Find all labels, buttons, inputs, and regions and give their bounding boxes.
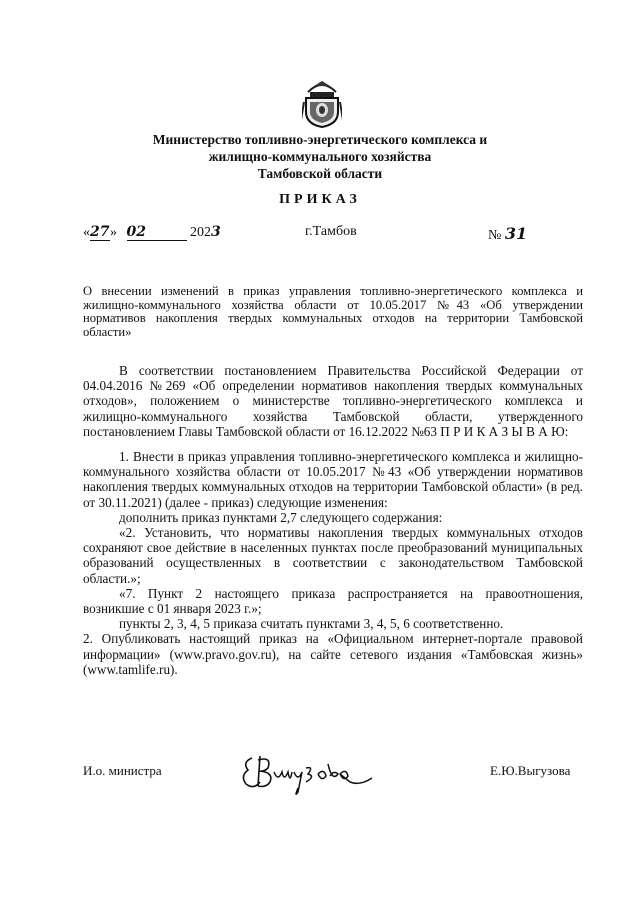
handwritten-signature-icon — [238, 742, 378, 800]
document-number — [488, 224, 527, 244]
point-7-paragraph: «7. Пункт 2 настоящего приказа распространяется на правоотношения, возникшие с 01 января 2023 г.»; — [83, 585, 583, 617]
document-type-title: ПРИКАЗ — [279, 192, 361, 207]
document-subject: О внесении изменений в приказ управления топливно-энергетического комплекса и жилищно-коммунального хозяйства области от 10.05.2017 №43 «Об утверждении нормативов накопления твердых коммунальных отходов на территории Тамбовской области» — [83, 284, 583, 339]
signatory-name: Е.Ю.Выгузова — [490, 763, 571, 778]
order-word: П Р И К А З Ы В А Ю: — [440, 423, 569, 439]
date-month: 02 — [127, 224, 187, 241]
ministry-line-3: Тамбовской области — [257, 166, 383, 181]
preamble-text: В соответствии постановлением Правительства Российской Федерации от 04.04.2016 №269 «Об определении нормативов накопления твердых коммунальных отходов», положением о министерстве топливно-энергетического комплекса и жилищно-коммунального хозяйства Тамбовской области, утвержденного постановлением Главы Тамбовской области от 16.12.2022 №63 — [83, 363, 583, 439]
ministry-line-1: Министерство топливно-энергетического комплекса и — [152, 132, 488, 147]
ministry-line-2: жилищно-коммунального хозяйства — [208, 149, 432, 164]
date-year-prefix: 202 — [190, 225, 211, 240]
coat-of-arms-emblem-icon — [302, 80, 342, 128]
ministry-name — [0, 131, 640, 182]
number-label: № — [488, 228, 502, 243]
renumber-paragraph: пункты 2, 3, 4, 5 приказа считать пунктами 3, 4, 5, 6 соответственно. — [119, 616, 504, 632]
date-field — [83, 224, 221, 241]
preamble-paragraph — [83, 363, 583, 439]
item-2-paragraph: 2. Опубликовать настоящий приказ на «Официальном интернет-портале правовой информации» (www.pravo.gov.ru), на сайте сетевого издания «Тамбовская жизнь» (www.tamlife.ru). — [83, 631, 583, 677]
number-value: 31 — [504, 224, 528, 243]
date-year-suffix: 3 — [211, 224, 221, 240]
city-name: г.Тамбов — [305, 224, 357, 239]
signatory-role: И.о. министра — [83, 763, 162, 778]
item-1-paragraph: 1. Внести в приказ управления топливно-энергетического комплекса и жилищно-коммунального хозяйства области от 10.05.2017 №43 «Об утверждении нормативов накопления твердых коммунальных отходов на территории Тамбовской области» (в ред. от 30.11.2021) (далее - приказ) следующие изменения: — [83, 449, 583, 510]
point-2-paragraph: «2. Установить, что нормативы накопления твердых коммунальных отходов сохраняют свое действие в населенных пунктах после преобразований муниципальных образований осуществленных в соответствии с законодательством Тамбовской области.»; — [83, 525, 583, 586]
item-1-subparagraph: дополнить приказ пунктами 2,7 следующего содержания: — [119, 509, 443, 525]
date-open-quote: « — [83, 225, 90, 240]
date-day: 27 — [90, 224, 110, 240]
document-body — [83, 363, 583, 677]
date-close-quote: » — [110, 225, 117, 240]
